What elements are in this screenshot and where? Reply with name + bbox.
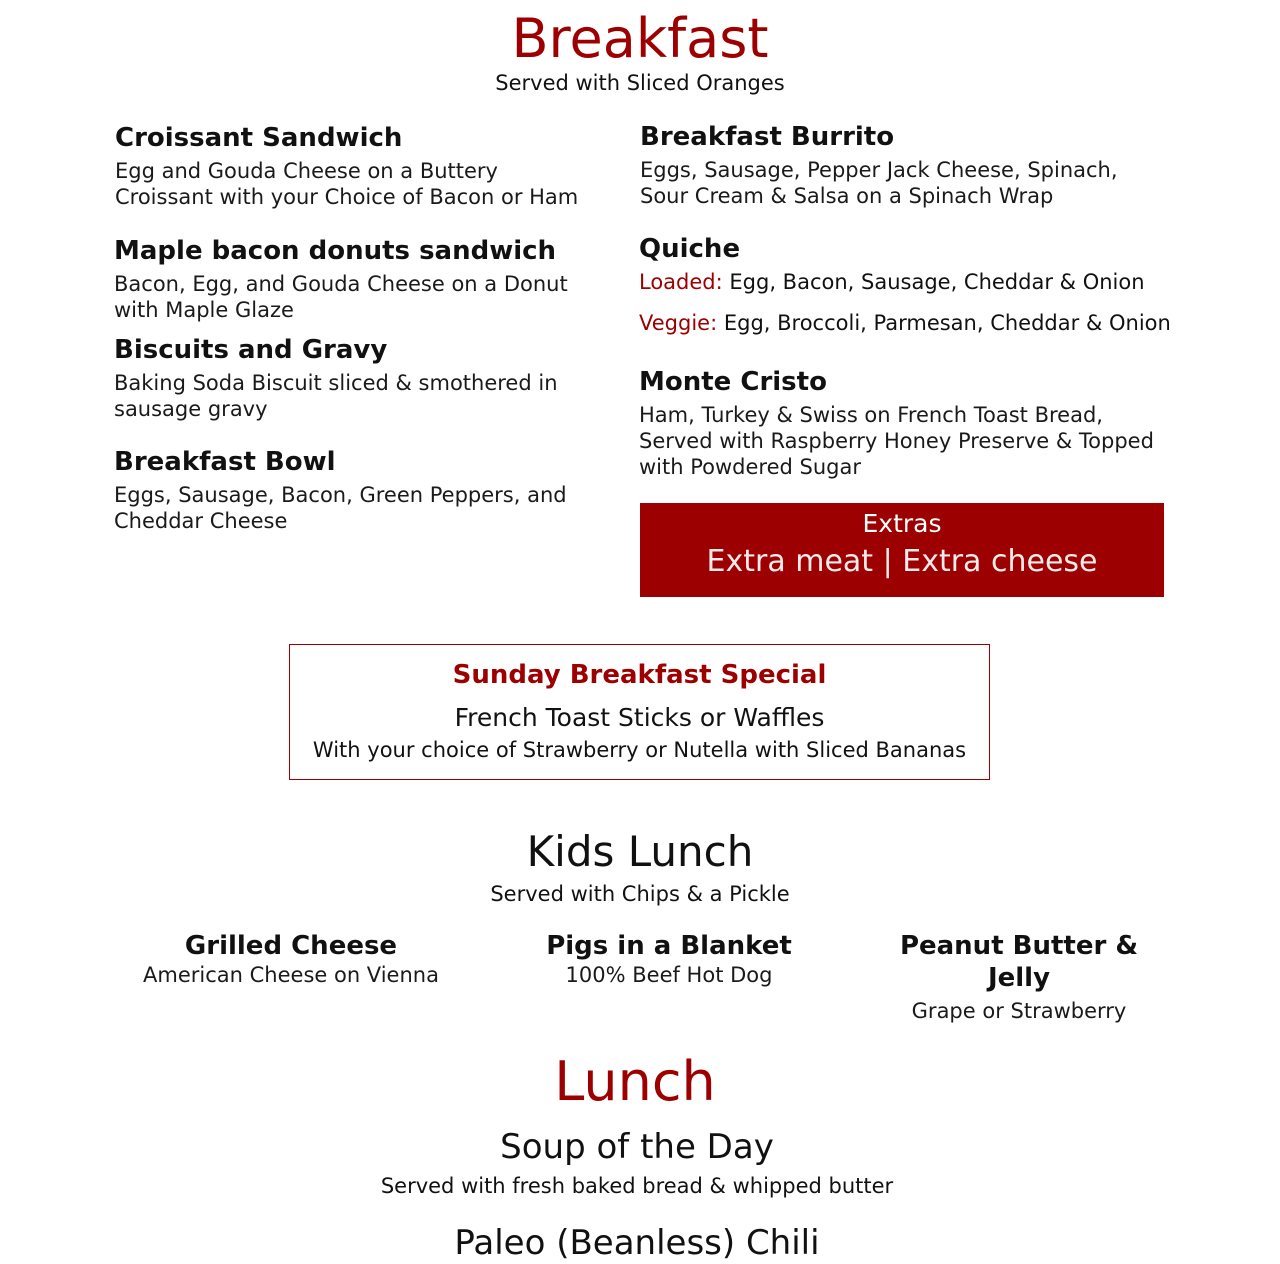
breakfast-title: Breakfast: [511, 7, 769, 70]
menu-item-monte-cristo: [639, 366, 1164, 480]
option-label: Veggie:: [639, 311, 718, 335]
option-label: Loaded:: [639, 270, 723, 294]
menu-item-breakfast-burrito: [640, 121, 1160, 209]
lunch-title: Lunch: [554, 1050, 716, 1113]
item-name: Quiche: [639, 234, 741, 264]
item-name: Croissant Sandwich: [115, 123, 403, 153]
breakfast-subtitle: Served with Sliced Oranges: [495, 71, 785, 95]
item-description: American Cheese on Vienna: [143, 963, 439, 987]
sunday-special-box: [289, 644, 990, 780]
kids-item-peanut-butter-jelly: [868, 930, 1170, 1024]
item-name: Breakfast Burrito: [640, 122, 895, 152]
soup-of-the-day-title: Soup of the Day: [500, 1127, 774, 1167]
menu-item-quiche: [639, 233, 1179, 351]
extras-title: Extras: [862, 509, 942, 538]
item-description: Grape or Strawberry: [911, 999, 1127, 1023]
kids-item-pigs-in-a-blanket: [538, 930, 800, 988]
special-heading: Sunday Breakfast Special: [452, 660, 827, 690]
item-name: Maple bacon donuts sandwich: [114, 236, 557, 266]
kids-item-grilled-cheese: [140, 930, 442, 988]
item-description: Baking Soda Biscuit sliced & smothered in sausage gravy: [114, 371, 558, 421]
item-description: Eggs, Sausage, Bacon, Green Peppers, and Cheddar Cheese: [114, 483, 567, 533]
item-name: Biscuits and Gravy: [114, 335, 388, 365]
quiche-option-veggie: [639, 310, 1179, 336]
paleo-chili-title: Paleo (Beanless) Chili: [454, 1223, 820, 1263]
item-description: 100% Beef Hot Dog: [565, 963, 773, 987]
item-description: Ham, Turkey & Swiss on French Toast Bread, Served with Raspberry Honey Preserve & Topped with Powdered Sugar: [639, 403, 1154, 479]
option-description: Egg, Bacon, Sausage, Cheddar & Onion: [729, 270, 1145, 294]
extras-box: [640, 503, 1164, 597]
kids-lunch-title: Kids Lunch: [526, 827, 754, 876]
kids-lunch-subtitle: Served with Chips & a Pickle: [490, 882, 790, 906]
extras-items: Extra meat | Extra cheese: [706, 544, 1098, 579]
quiche-option-loaded: [639, 269, 1179, 295]
menu-item-croissant-sandwich: [115, 122, 590, 210]
special-main: French Toast Sticks or Waffles: [454, 703, 825, 732]
item-description: Bacon, Egg, and Gouda Cheese on a Donut with Maple Glaze: [114, 272, 568, 322]
item-name: Grilled Cheese: [184, 931, 398, 961]
item-name: Breakfast Bowl: [114, 447, 336, 477]
option-description: Egg, Broccoli, Parmesan, Cheddar & Onion: [723, 311, 1171, 335]
item-description: Eggs, Sausage, Pepper Jack Cheese, Spinach, Sour Cream & Salsa on a Spinach Wrap: [640, 158, 1118, 208]
special-sub: With your choice of Strawberry or Nutella with Sliced Bananas: [312, 738, 967, 762]
menu-item-maple-bacon-donuts-sandwich: [114, 235, 589, 323]
item-description: Egg and Gouda Cheese on a Buttery Croissant with your Choice of Bacon or Ham: [115, 159, 579, 209]
menu-item-breakfast-bowl: [114, 446, 589, 534]
soup-of-the-day-description: Served with fresh baked bread & whipped butter: [380, 1174, 894, 1198]
item-name: Peanut Butter & Jelly: [899, 931, 1139, 993]
item-name: Pigs in a Blanket: [546, 931, 792, 961]
menu-item-biscuits-and-gravy: [114, 334, 589, 422]
item-name: Monte Cristo: [639, 367, 827, 397]
